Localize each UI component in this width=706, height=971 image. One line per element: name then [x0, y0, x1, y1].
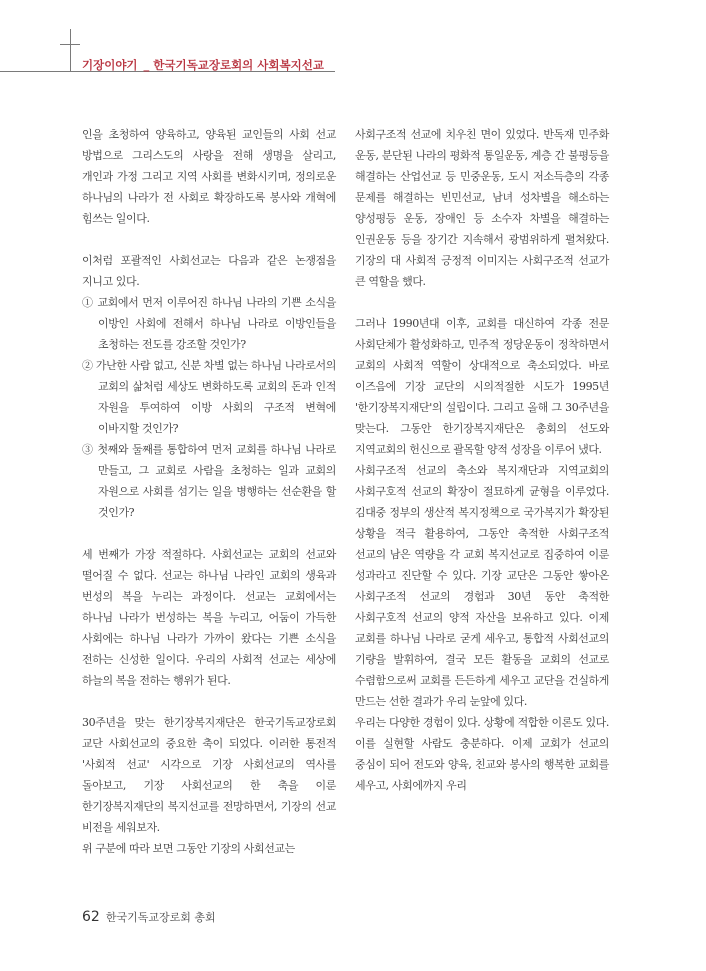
page-number: 62	[82, 909, 100, 925]
paragraph: 우리는 다양한 경험이 있다. 상황에 적합한 이론도 있다. 이를 실현할 사람도 충분하다. 이제 교회가 선교의 중심이 되어 전도와 양육, 친교와 봉사의 행복한 교회를 세우고, 사회에까지 우리	[355, 716, 609, 792]
paragraph: 인을 초청하여 양육하고, 양육된 교인들의 사회 선교 방법으로 그리스도의 사랑을 전해 생명을 살리고, 개인과 가정 그리고 지역 사회를 변화시키며, 정의로운 하나님의 나라가 전 사회로 확장하도록 봉사와 개혁에 힘쓰는 일이다.	[82, 128, 336, 225]
paragraph: 30주년을 맞는 한기장복지재단은 한국기독교장로회 교단 사회선교의 중요한 축이 되었다. 이러한 통전적 '사회적 선교' 시각으로 기장 사회선교의 역사를 돌아보고, 기장 사회선교의 한 축을 이룬 한기장복지재단의 복지선교를 전망하면서, 기장의 선교 비전을 세워보자.	[82, 716, 336, 834]
paragraph: 위 구분에 따라 보면 그동안 기장의 사회선교는	[82, 842, 295, 855]
cross-icon-horizontal	[60, 44, 80, 45]
section-subtitle: _ 한국기독교장로회의 사회복지선교	[143, 58, 324, 72]
publication-name: 한국기독교장로회 총회	[105, 911, 216, 924]
paragraph: 세 번째가 가장 적절하다. 사회선교는 교회의 선교와 떨어질 수 없다. 선교는 하나님 나라인 교회의 생육과 번성의 복을 누리는 과정이다. 선교는 교회에서는 하나님 나라가 번성하는 복을 누리고, 어둠이 가득한 사회에는 하나님 나라가 가까이 왔다는 기쁜 소식을 전하는 신성한 일이다. 우리의 사회적 선교는 세상에 하늘의 복을 전하는 행위가 된다.	[82, 548, 336, 687]
running-header	[82, 57, 324, 73]
section-title: 기장이야기	[82, 58, 138, 72]
list-item: ① 교회에서 먼저 이루어진 하나님 나라의 기쁜 소식을 이방인 사회에 전해서 하나님 나라로 이방인들을 초청하는 전도를 강조할 것인가?	[82, 296, 336, 351]
paragraph: 이처럼 포괄적인 사회선교는 다음과 같은 논쟁점을 지니고 있다.	[82, 254, 336, 288]
paragraph: 사회구조적 선교에 치우친 면이 있었다. 반독재 민주화 운동, 분단된 나라의 평화적 통일운동, 계층 간 불평등을 해결하는 산업선교 등 민중운동, 도시 저소득층의 각종 문제를 해결하는 빈민선교, 남녀 성차별을 해소하는 양성평등 운동, 장애인 등 소수자 차별을 해결하는 인권운동 등을 장기간 지속해서 광범위하게 펼쳐왔다. 기장의 대 사회적 긍정적 이미지는 사회구조적 선교가 큰 역할을 했다.	[355, 128, 609, 288]
paragraph: 사회구조적 선교의 축소와 복지재단과 지역교회의 사회구호적 선교의 확장이 절묘하게 균형을 이루었다. 김대중 정부의 생산적 복지정책으로 국가복지가 확장된 상황을 적극 활용하여, 그동안 축적한 사회구조적 선교의 남은 역량을 각 교회 복지선교로 집중하여 이룬 성과라고 진단할 수 있다. 기장 교단은 그동안 쌓아온 사회구조적 선교의 경험과 30년 동안 축적한 사회구호적 선교의 양적 자산을 보유하고 있다. 이제 교회를 하나님 나라로 굳게 세우고, 통합적 사회선교의 기량을 발휘하여, 결국 모든 활동을 교회의 선교로 수렴함으로써 교회를 든든하게 세우고 교단을 건실하게 만드는 선한 결과가 우리 눈앞에 있다.	[355, 464, 609, 708]
page-footer	[82, 906, 216, 925]
cross-icon-vertical	[70, 29, 71, 71]
list-item: ② 가난한 사람 없고, 신분 차별 없는 하나님 나라로서의 교회의 삶처럼 세상도 변화하도록 교회의 돈과 인적 자원을 투여하여 이방 사회의 구조적 변혁에 이바지할 것인가?	[82, 359, 336, 435]
paragraph: 그러나 1990년대 이후, 교회를 대신하여 각종 전문 사회단체가 활성화하고, 민주적 정당운동이 정착하면서 교회의 사회적 역할이 상대적으로 축소되었다. 바로 이즈음에 기장 교단의 시의적절한 시도가 1995년 '한기장복지재단'의 설립이다. 그리고 올해 그 30주년을 맞는다. 그동안 한기장복지재단은 총회의 선도와 지역교회의 헌신으로 괄목할 양적 성장을 이루어 냈다.	[355, 317, 609, 456]
list-item: ③ 첫째와 둘째를 통합하여 먼저 교회를 하나님 나라로 만들고, 그 교회로 사람을 초청하는 일과 교회의 자원으로 사회를 섬기는 일을 병행하는 선순환을 할 것인가?	[82, 443, 336, 519]
right-column	[355, 124, 609, 796]
left-column	[82, 124, 336, 859]
